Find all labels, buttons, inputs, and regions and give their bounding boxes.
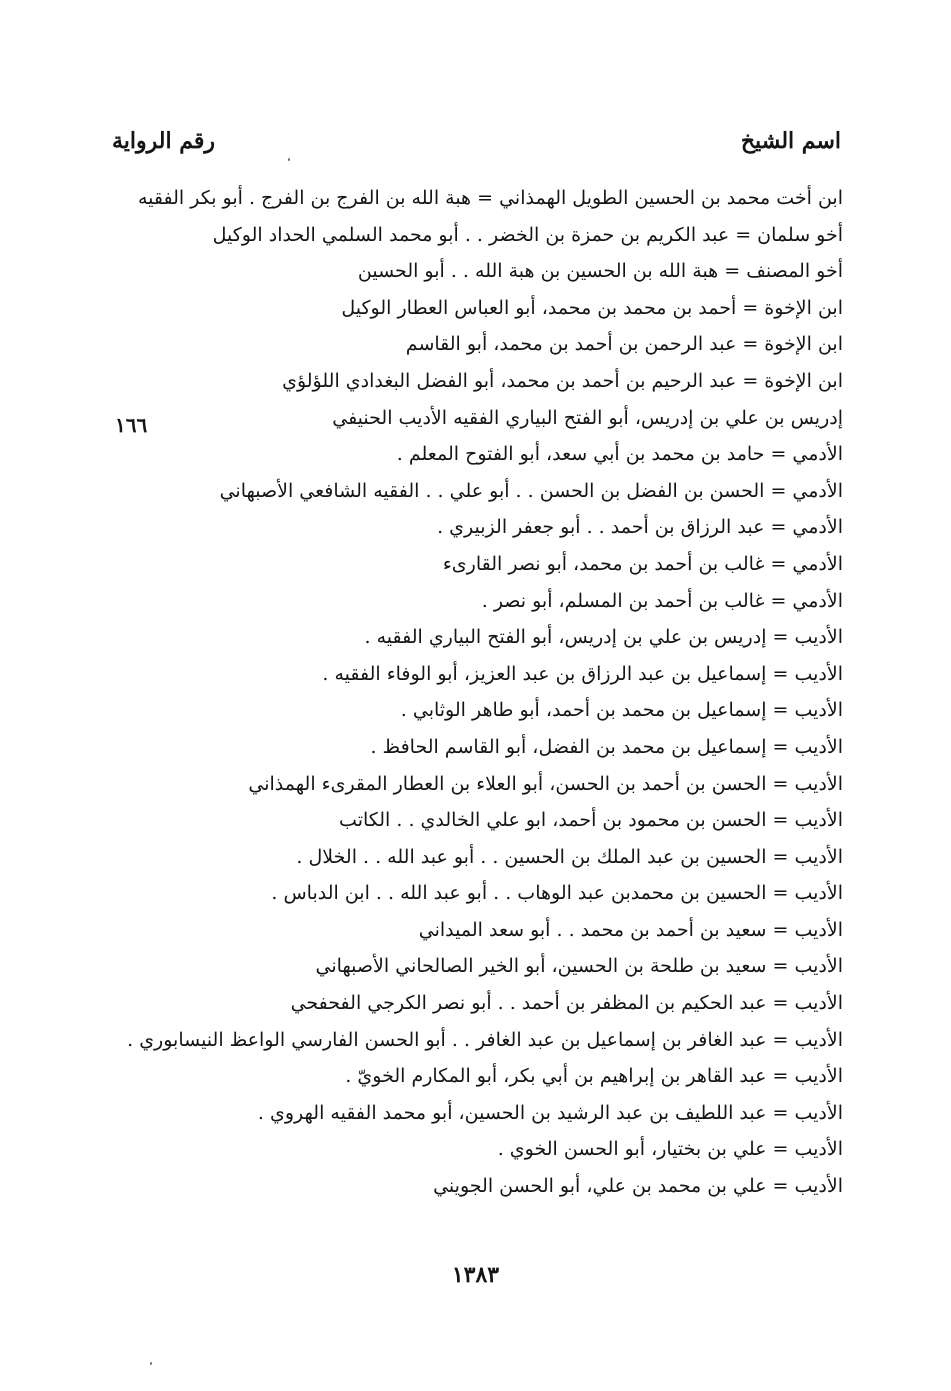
index-entry: ابن الإخوة = عبد الرحمن بن أحمد بن محمد، أبو القاسم xyxy=(405,333,843,356)
index-entry: الأديب = إسماعيل بن محمد بن الفضل، أبو القاسم الحافظ . xyxy=(370,735,843,758)
column-header-narration-number: رقم الرواية xyxy=(112,128,216,154)
index-entry: الأديب = إسماعيل بن محمد بن أحمد، أبو طاهر الوثابي . xyxy=(400,699,843,722)
index-entry: الأديب = عبد القاهر بن إبراهيم بن أبي بكر، أبو المكارم الخويّ . xyxy=(345,1065,843,1088)
index-entry: إدريس بن علي بن إدريس، أبو الفتح البياري الفقيه الأديب الحنيفي xyxy=(332,406,843,429)
index-entry: أخو المصنف = هبة الله بن الحسين بن هبة الله . . أبو الحسين xyxy=(357,260,843,283)
index-entry: الأدمي = عبد الرزاق بن أحمد . . أبو جعفر الزبيري . xyxy=(437,516,843,539)
index-entry: ابن الإخوة = أحمد بن محمد بن محمد، أبو العباس العطار الوكيل xyxy=(341,296,843,319)
index-entry: الأديب = عبد اللطيف بن عبد الرشيد بن الحسين، أبو محمد الفقيه الهروي . xyxy=(257,1101,843,1124)
index-entry: الأدمي = غالب بن أحمد بن المسلم، أبو نصر . xyxy=(481,589,843,612)
page-number: ١٣٨٣ xyxy=(451,1262,500,1288)
index-entry: الأديب = سعيد بن طلحة بن الحسين، أبو الخير الصالحاني الأصبهاني xyxy=(315,955,843,978)
index-entry: الأدمي = حامد بن محمد بن أبي سعد، أبو الفتوح المعلم . xyxy=(396,443,843,466)
scan-speck xyxy=(150,1362,152,1365)
index-entry: الأديب = الحسن بن محمود بن أحمد، ابو علي الخالدي . . الكاتب xyxy=(339,809,843,832)
scan-speck xyxy=(288,158,290,161)
index-entry: الأديب = الحسين بن محمدبن عبد الوهاب . . أبو عبد الله . . ابن الدباس . xyxy=(271,882,843,905)
index-entry: ابن أخت محمد بن الحسين الطويل الهمذاني = هبة الله بن الفرج بن الفرج . أبو بكر الفقيه xyxy=(137,187,843,209)
index-entry: الأديب = علي بن محمد بن علي، أبو الحسن الجويني xyxy=(433,1175,843,1198)
index-entry: الأديب = الحسن بن أحمد بن الحسن، أبو العلاء بن العطار المقرىء الهمذاني xyxy=(248,772,843,795)
index-entry: الأديب = سعيد بن أحمد بن محمد . . أبو سعد الميداني xyxy=(418,918,843,941)
index-entry: ابن الإخوة = عبد الرحيم بن أحمد بن محمد، أبو الفضل البغدادي اللؤلؤي xyxy=(282,369,843,392)
column-header-shaykh-name: اسم الشيخ xyxy=(740,128,841,154)
index-entries-list xyxy=(113,180,843,1205)
index-entry: أخو سلمان = عبد الكريم بن حمزة بن الخضر . . أبو محمد السلمي الحداد الوكيل xyxy=(212,223,843,246)
narration-number: ١٦٦ xyxy=(115,413,148,437)
index-entry: الأدمي = غالب بن أحمد بن محمد، أبو نصر القارىء xyxy=(442,552,843,575)
index-entry: الأدمي = الحسن بن الفضل بن الحسن . . أبو علي . . الفقيه الشافعي الأصبهاني xyxy=(219,479,843,502)
index-entry: الأديب = عبد الحكيم بن المظفر بن أحمد . . أبو نصر الكرجي الفحفحي xyxy=(290,992,843,1015)
index-entry: الأديب = إسماعيل بن عبد الرزاق بن عبد العزيز، أبو الوفاء الفقيه . xyxy=(322,662,843,685)
index-entry: الأديب = علي بن بختيار، أبو الحسن الخوي . xyxy=(497,1138,843,1161)
index-entry: الأديب = عبد الغافر بن إسماعيل بن عبد الغافر . . أبو الحسن الفارسي الواعظ النيسابوري . xyxy=(127,1028,843,1051)
index-entry: الأديب = إدريس بن علي بن إدريس، أبو الفتح البياري الفقيه . xyxy=(364,626,843,649)
index-entry: الأديب = الحسين بن عبد الملك بن الحسين . . أبو عبد الله . . الخلال . xyxy=(296,845,843,868)
